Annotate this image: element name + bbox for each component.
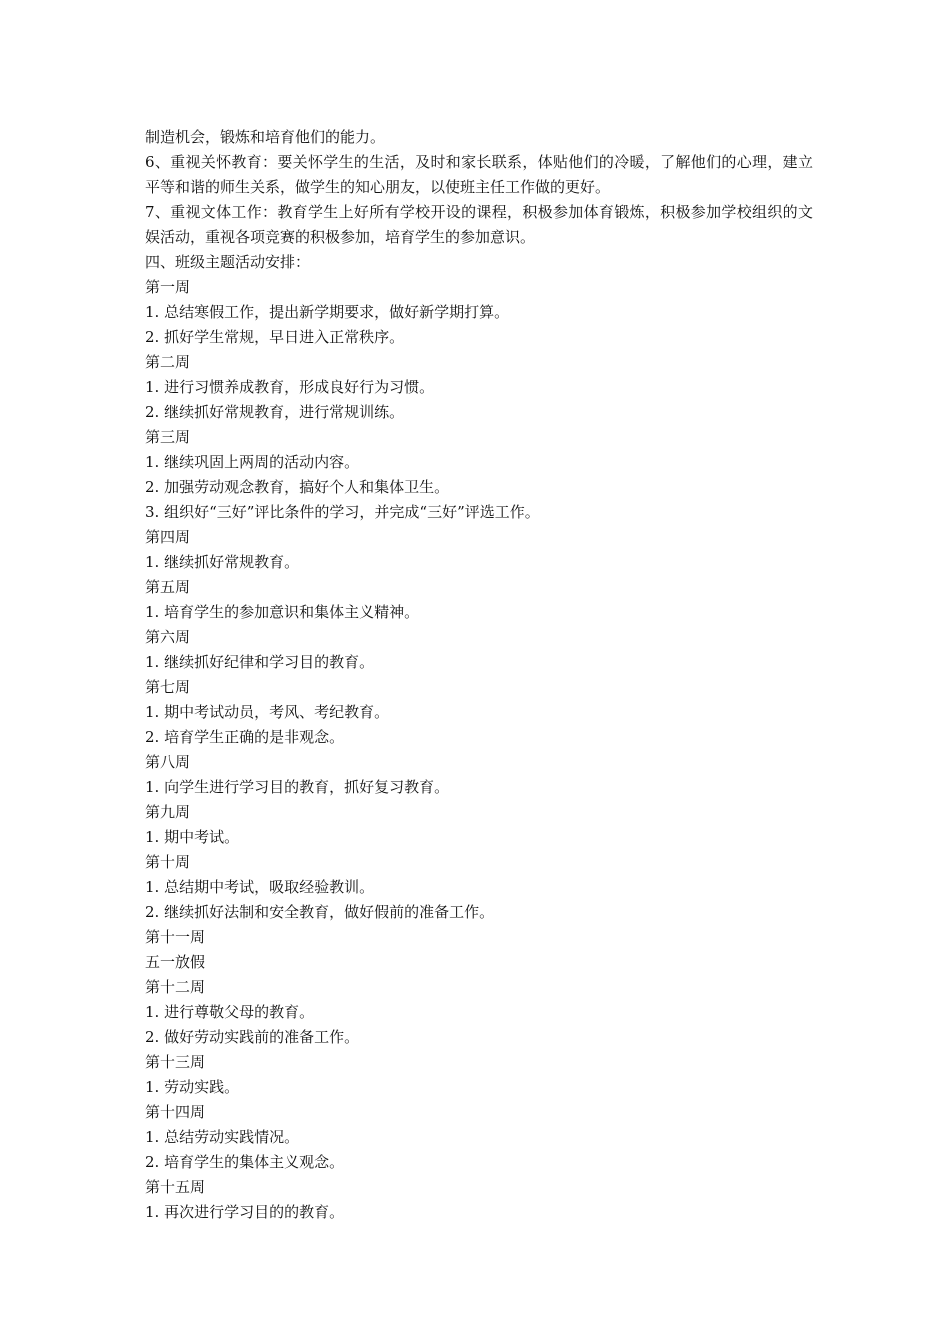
week-title: 第十五周 bbox=[145, 1178, 206, 1196]
week-title: 第四周 bbox=[145, 528, 191, 546]
week-item: 1. 进行习惯养成教育，形成良好行为习惯。 bbox=[145, 378, 435, 396]
week-title: 第十三周 bbox=[145, 1053, 206, 1071]
week-title: 第十四周 bbox=[145, 1103, 206, 1121]
week-item: 1. 劳动实践。 bbox=[145, 1078, 240, 1096]
point-6-paragraph: 6、重视关怀教育：要关怀学生的生活，及时和家长联系，体贴他们的冷暖，了解他们的心理，建立平等和谐的师生关系，做学生的知心朋友，以使班主任工作做的更好。 bbox=[145, 153, 813, 196]
week-item: 五一放假 bbox=[145, 953, 206, 971]
week-item: 2. 继续抓好常规教育，进行常规训练。 bbox=[145, 403, 405, 421]
week-item: 1. 培育学生的参加意识和集体主义精神。 bbox=[145, 603, 420, 621]
week-item: 1. 期中考试动员，考风、考纪教育。 bbox=[145, 703, 390, 721]
week-title: 第十二周 bbox=[145, 978, 206, 996]
week-item: 2. 加强劳动观念教育，搞好个人和集体卫生。 bbox=[145, 478, 450, 496]
week-title: 第六周 bbox=[145, 628, 191, 646]
document-body bbox=[145, 125, 813, 1225]
week-item: 1. 总结期中考试，吸取经验教训。 bbox=[145, 878, 375, 896]
week-title: 第九周 bbox=[145, 803, 191, 821]
intro-continuation: 制造机会，锻炼和培育他们的能力。 bbox=[145, 128, 386, 146]
week-item: 1. 继续抓好常规教育。 bbox=[145, 553, 300, 571]
week-item: 2. 抓好学生常规，早日进入正常秩序。 bbox=[145, 328, 405, 346]
week-item: 2. 培育学生正确的是非观念。 bbox=[145, 728, 345, 746]
week-item: 2. 培育学生的集体主义观念。 bbox=[145, 1153, 345, 1171]
week-title: 第八周 bbox=[145, 753, 191, 771]
week-title: 第七周 bbox=[145, 678, 191, 696]
week-item: 3. 组织好“三好”评比条件的学习，并完成“三好”评选工作。 bbox=[145, 503, 540, 521]
week-title: 第十周 bbox=[145, 853, 191, 871]
week-item: 1. 再次进行学习目的的教育。 bbox=[145, 1203, 345, 1221]
week-item: 1. 进行尊敬父母的教育。 bbox=[145, 1003, 315, 1021]
section-heading: 四、班级主题活动安排： bbox=[145, 253, 311, 271]
week-item: 2. 做好劳动实践前的准备工作。 bbox=[145, 1028, 360, 1046]
week-item: 1. 期中考试。 bbox=[145, 828, 240, 846]
week-title: 第十一周 bbox=[145, 928, 206, 946]
week-title: 第一周 bbox=[145, 278, 191, 296]
week-item: 1. 向学生进行学习目的教育，抓好复习教育。 bbox=[145, 778, 450, 796]
point-7-paragraph: 7、重视文体工作：教育学生上好所有学校开设的课程，积极参加体育锻炼，积极参加学校组织的文娱活动，重视各项竞赛的积极参加，培育学生的参加意识。 bbox=[145, 203, 813, 246]
week-item: 2. 继续抓好法制和安全教育，做好假前的准备工作。 bbox=[145, 903, 495, 921]
week-item: 1. 总结劳动实践情况。 bbox=[145, 1128, 300, 1146]
week-title: 第三周 bbox=[145, 428, 191, 446]
week-title: 第五周 bbox=[145, 578, 191, 596]
week-title: 第二周 bbox=[145, 353, 191, 371]
week-item: 1. 继续巩固上两周的活动内容。 bbox=[145, 453, 360, 471]
week-item: 1. 继续抓好纪律和学习目的教育。 bbox=[145, 653, 375, 671]
week-item: 1. 总结寒假工作，提出新学期要求，做好新学期打算。 bbox=[145, 303, 510, 321]
